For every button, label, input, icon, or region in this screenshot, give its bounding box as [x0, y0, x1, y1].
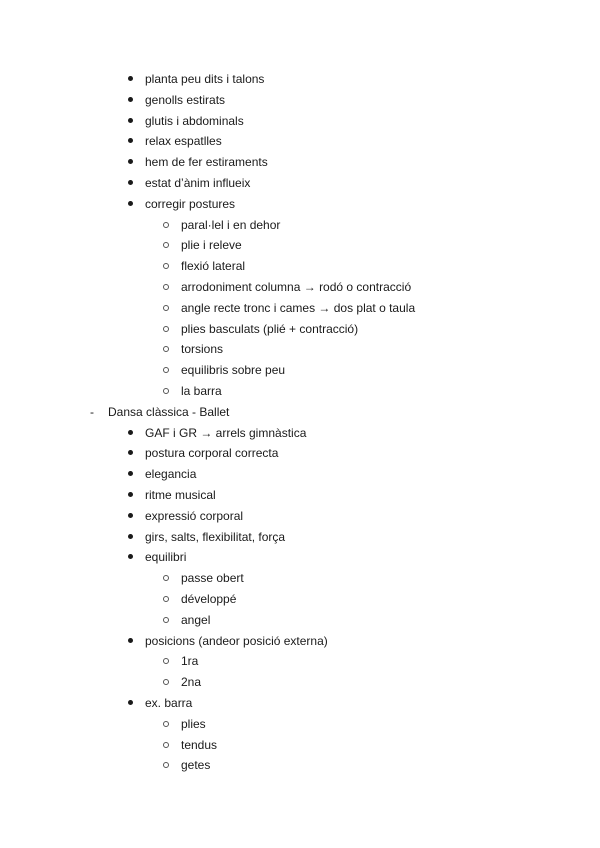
sub-list-item [181, 342, 223, 356]
list-item-text: flexió lateral [181, 259, 246, 273]
hollow-bullet-icon [163, 305, 169, 311]
list-item-text: estat d’ànim influeix [145, 176, 251, 190]
hollow-bullet-icon [163, 367, 169, 373]
list-item-text: ex. barra [145, 696, 193, 710]
sub-list-item [181, 301, 415, 315]
sub-list-item [181, 384, 222, 398]
list-item-text: développé [181, 592, 237, 606]
sub-list-item [181, 717, 206, 731]
hollow-bullet-icon [163, 242, 169, 248]
list-item-text: getes [181, 758, 211, 772]
filled-bullet-icon [128, 97, 133, 102]
sub-list-item [181, 738, 217, 752]
filled-bullet-icon [128, 201, 133, 206]
hollow-bullet-icon [163, 742, 169, 748]
list-item-text: equilibri [145, 550, 187, 564]
list-item-text: la barra [181, 384, 222, 398]
list-item [145, 197, 235, 211]
list-item-text: postura corporal correcta [145, 446, 279, 460]
filled-bullet-icon [128, 471, 133, 476]
list-item-text: girs, salts, flexibilitat, força [145, 530, 286, 544]
list-item [145, 426, 306, 440]
list-item-text: hem de fer estiraments [145, 155, 268, 169]
hollow-bullet-icon [163, 222, 169, 228]
list-item-text: angel [181, 613, 211, 627]
hollow-bullet-icon [163, 346, 169, 352]
sub-list-item [181, 259, 245, 273]
list-item [145, 467, 196, 481]
list-item [145, 550, 186, 564]
hollow-bullet-icon [163, 679, 169, 685]
list-item-text: planta peu dits i talons [145, 72, 265, 86]
list-item [145, 134, 222, 148]
list-item-text: posicions (andeor posició externa) [145, 634, 328, 648]
list-item-text: angle recte tronc i cames → dos plat o taula [181, 301, 416, 315]
sub-list-item [181, 363, 285, 377]
list-item [145, 488, 216, 502]
hollow-bullet-icon [163, 596, 169, 602]
list-item-text: 1ra [181, 654, 199, 668]
filled-bullet-icon [128, 118, 133, 123]
list-item-text: plies basculats (plié + contracció) [181, 322, 359, 336]
list-item-text: expressió corporal [145, 509, 244, 523]
filled-bullet-icon [128, 534, 133, 539]
list-item [145, 509, 243, 523]
list-item [145, 696, 192, 710]
list-item-text: elegancia [145, 467, 197, 481]
list-item [145, 155, 268, 169]
list-item-text: glutis i abdominals [145, 114, 244, 128]
hollow-bullet-icon [163, 762, 169, 768]
sub-list-item [181, 322, 358, 336]
list-item [145, 634, 328, 648]
list-item-text: Dansa clàssica - Ballet [108, 405, 230, 419]
list-item-text: ritme musical [145, 488, 216, 502]
sub-list-item [181, 238, 242, 252]
sub-list-item [181, 218, 280, 232]
filled-bullet-icon [128, 513, 133, 518]
sub-list-item [181, 675, 201, 689]
hollow-bullet-icon [163, 721, 169, 727]
sub-list-item [181, 571, 244, 585]
sub-list-item [181, 280, 411, 294]
list-item [145, 176, 250, 190]
sub-list-item [181, 758, 210, 772]
list-item [145, 446, 278, 460]
hollow-bullet-icon [163, 388, 169, 394]
hollow-bullet-icon [163, 284, 169, 290]
hollow-bullet-icon [163, 575, 169, 581]
sub-list-item [181, 592, 236, 606]
list-item-text: tendus [181, 738, 218, 752]
hollow-bullet-icon [163, 326, 169, 332]
section-heading [90, 405, 230, 419]
hollow-bullet-icon [163, 617, 169, 623]
list-item-text: GAF i GR → arrels gimnàstica [145, 426, 307, 440]
filled-bullet-icon [128, 138, 133, 143]
filled-bullet-icon [128, 638, 133, 643]
list-item-text: genolls estirats [145, 93, 226, 107]
list-item-text: arrodoniment columna → rodó o contracció [181, 280, 412, 294]
filled-bullet-icon [128, 76, 133, 81]
list-item-text: passe obert [181, 571, 244, 585]
hollow-bullet-icon [163, 658, 169, 664]
filled-bullet-icon [128, 430, 133, 435]
list-item [145, 530, 285, 544]
filled-bullet-icon [128, 159, 133, 164]
list-item [145, 114, 244, 128]
list-item [145, 72, 264, 86]
list-item-text: paral·lel i en dehor [181, 218, 281, 232]
list-item-text: 2na [181, 675, 202, 689]
list-item-text: torsions [181, 342, 224, 356]
list-item-text: plie i releve [181, 238, 242, 252]
filled-bullet-icon [128, 700, 133, 705]
list-item-text: relax espatlles [145, 134, 222, 148]
sub-list-item [181, 613, 210, 627]
filled-bullet-icon [128, 180, 133, 185]
list-item-text: corregir postures [145, 197, 236, 211]
filled-bullet-icon [128, 450, 133, 455]
dash-bullet: - [90, 405, 94, 419]
sub-list-item [181, 654, 198, 668]
filled-bullet-icon [128, 492, 133, 497]
list-item-text: equilibris sobre peu [181, 363, 286, 377]
hollow-bullet-icon [163, 263, 169, 269]
filled-bullet-icon [128, 554, 133, 559]
list-item-text: plies [181, 717, 206, 731]
list-item [145, 93, 225, 107]
